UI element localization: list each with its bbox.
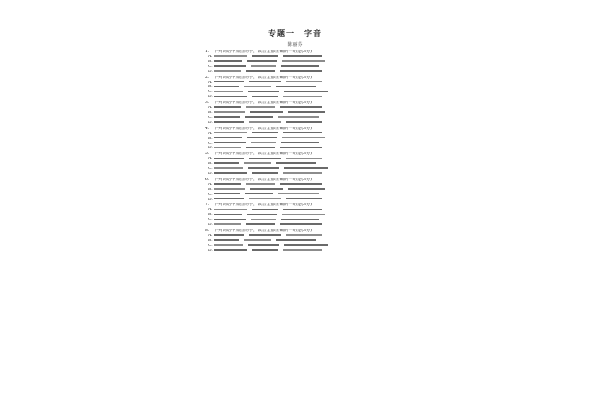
illegible-text-line (283, 96, 322, 98)
question-item (205, 178, 385, 203)
option-letter: C. (208, 243, 214, 248)
document-page (205, 28, 385, 388)
question-stem: 3. 下列词语中加点的字，读音全都正确的一组是(3分) (205, 101, 313, 106)
illegible-text-line (281, 142, 319, 144)
question-stem: 8. 下列词语中加点的字，读音全都正确的一组是(3分) (205, 229, 313, 234)
illegible-text-line (214, 162, 239, 164)
question-stem: 1. 下列词语中加点的字，读音全都正确的一组是(3分) (205, 50, 313, 54)
option-letter: A. (208, 131, 214, 136)
option-letter: A. (208, 157, 214, 162)
illegible-text-line (251, 219, 276, 221)
illegible-text-line (278, 193, 319, 195)
option-letter: C. (208, 90, 214, 95)
illegible-text-line (249, 158, 281, 160)
illegible-text-line (214, 198, 244, 200)
option-row (205, 249, 385, 254)
illegible-text-line (252, 172, 278, 174)
illegible-text-line (249, 234, 281, 236)
option-letter: D. (208, 146, 215, 151)
illegible-text-line (252, 249, 278, 251)
option-row (205, 172, 385, 177)
option-row (205, 223, 385, 228)
illegible-text-line (214, 96, 247, 98)
option-letter: A. (208, 80, 214, 85)
illegible-text-line (214, 70, 241, 72)
option-letter: D. (208, 197, 215, 202)
illegible-text-line (214, 193, 240, 195)
illegible-text-line (286, 158, 322, 160)
option-letter: C. (208, 218, 214, 223)
question-stem: 6. 下列词语中加点的字，读音全都正确的一组是(3分) (205, 177, 313, 182)
illegible-text-line (214, 142, 246, 144)
illegible-text-line (245, 116, 273, 118)
option-row (205, 146, 385, 151)
question-item (205, 152, 385, 177)
question-list (205, 50, 385, 255)
illegible-text-line (244, 86, 271, 88)
illegible-text-line (276, 162, 316, 164)
option-letter: C. (208, 115, 214, 120)
illegible-text-line (214, 249, 247, 251)
option-letter: C. (208, 192, 214, 197)
illegible-text-line (214, 239, 239, 241)
illegible-text-line (245, 193, 273, 195)
option-row (205, 121, 385, 126)
option-row (205, 198, 385, 203)
document-author: 陈丽芬 (287, 42, 303, 48)
illegible-text-line (249, 121, 281, 123)
illegible-text-line (214, 147, 241, 149)
illegible-text-line (250, 188, 283, 190)
option-letter: D. (208, 223, 215, 228)
illegible-text-line (214, 65, 246, 67)
illegible-text-line (280, 223, 322, 225)
illegible-text-line (283, 249, 322, 251)
option-letter: D. (208, 172, 215, 177)
document-title: 专题一 字音 (268, 28, 322, 38)
illegible-text-line (250, 111, 283, 113)
illegible-text-line (288, 188, 325, 190)
illegible-text-line (247, 214, 277, 216)
illegible-text-line (214, 86, 239, 88)
illegible-text-line (251, 142, 276, 144)
option-letter: D. (208, 120, 215, 125)
illegible-text-line (276, 239, 316, 241)
option-letter: B. (208, 59, 215, 64)
illegible-text-line (282, 60, 325, 62)
illegible-text-line (276, 86, 316, 88)
illegible-text-line (288, 111, 325, 113)
illegible-text-line (281, 219, 319, 221)
illegible-text-line (249, 198, 281, 200)
option-letter: A. (208, 106, 214, 111)
illegible-text-line (214, 244, 243, 246)
option-letter: A. (208, 233, 214, 238)
illegible-text-line (280, 183, 322, 185)
illegible-text-line (284, 244, 328, 246)
illegible-text-line (247, 137, 277, 139)
illegible-text-line (214, 60, 242, 62)
illegible-text-line (214, 183, 241, 185)
illegible-text-line (214, 234, 244, 236)
illegible-text-line (214, 209, 247, 211)
option-letter: A. (208, 182, 214, 187)
illegible-text-line (214, 158, 244, 160)
illegible-text-line (248, 244, 279, 246)
option-row (205, 95, 385, 100)
illegible-text-line (214, 81, 244, 83)
illegible-text-line (248, 91, 279, 93)
illegible-text-line (246, 106, 275, 108)
illegible-text-line (280, 147, 322, 149)
option-letter: A. (208, 54, 214, 59)
option-letter: C. (208, 141, 214, 146)
option-letter: B. (208, 85, 215, 90)
illegible-text-line (214, 167, 243, 169)
illegible-text-line (284, 167, 328, 169)
illegible-text-line (214, 188, 245, 190)
question-stem: 7. 下列词语中加点的字，读音全都正确的一组是(3分) (205, 203, 313, 208)
question-stem: 5. 下列词语中加点的字，读音全都正确的一组是(3分) (205, 152, 313, 157)
illegible-text-line (244, 239, 271, 241)
question-item (205, 229, 385, 254)
option-letter: D. (208, 95, 215, 100)
illegible-text-line (281, 65, 319, 67)
illegible-text-line (286, 198, 322, 200)
illegible-text-line (248, 167, 279, 169)
illegible-text-line (246, 70, 275, 72)
illegible-text-line (246, 223, 275, 225)
illegible-text-line (252, 55, 278, 57)
illegible-text-line (214, 219, 246, 221)
illegible-text-line (214, 116, 240, 118)
question-stem: 4. 下列词语中加点的字，读音全都正确的一组是(3分) (205, 126, 313, 131)
illegible-text-line (214, 172, 247, 174)
illegible-text-line (249, 81, 281, 83)
illegible-text-line (214, 137, 242, 139)
illegible-text-line (280, 106, 322, 108)
question-item (205, 50, 385, 75)
illegible-text-line (282, 137, 325, 139)
illegible-text-line (283, 132, 322, 134)
illegible-text-line (286, 121, 322, 123)
illegible-text-line (286, 81, 322, 83)
illegible-text-line (252, 96, 278, 98)
question-item (205, 127, 385, 152)
illegible-text-line (214, 214, 242, 216)
option-letter: B. (208, 187, 215, 192)
option-letter: C. (208, 167, 214, 172)
illegible-text-line (283, 172, 322, 174)
option-letter: D. (208, 248, 215, 253)
option-letter: A. (208, 208, 214, 213)
illegible-text-line (246, 183, 275, 185)
illegible-text-line (282, 214, 325, 216)
illegible-text-line (214, 106, 241, 108)
illegible-text-line (246, 147, 275, 149)
question-item (205, 101, 385, 126)
option-letter: B. (208, 213, 215, 218)
illegible-text-line (252, 209, 278, 211)
illegible-text-line (214, 55, 247, 57)
illegible-text-line (214, 91, 243, 93)
question-stem: 2. 下列词语中加点的字，读音全都正确的一组是(3分) (205, 75, 313, 80)
illegible-text-line (251, 65, 276, 67)
illegible-text-line (283, 209, 322, 211)
illegible-text-line (214, 223, 241, 225)
illegible-text-line (280, 70, 322, 72)
question-item (205, 203, 385, 228)
option-letter: C. (208, 64, 214, 69)
question-item (205, 76, 385, 101)
option-letter: B. (208, 162, 215, 167)
illegible-text-line (283, 55, 322, 57)
illegible-text-line (244, 162, 271, 164)
illegible-text-line (286, 234, 322, 236)
illegible-text-line (214, 121, 244, 123)
illegible-text-line (214, 132, 247, 134)
illegible-text-line (278, 116, 319, 118)
option-row (205, 70, 385, 75)
option-letter: B. (208, 111, 215, 116)
option-letter: B. (208, 136, 215, 141)
illegible-text-line (247, 60, 277, 62)
illegible-text-line (252, 132, 278, 134)
option-letter: D. (208, 69, 215, 74)
illegible-text-line (284, 91, 328, 93)
option-letter: B. (208, 238, 215, 243)
illegible-text-line (214, 111, 245, 113)
